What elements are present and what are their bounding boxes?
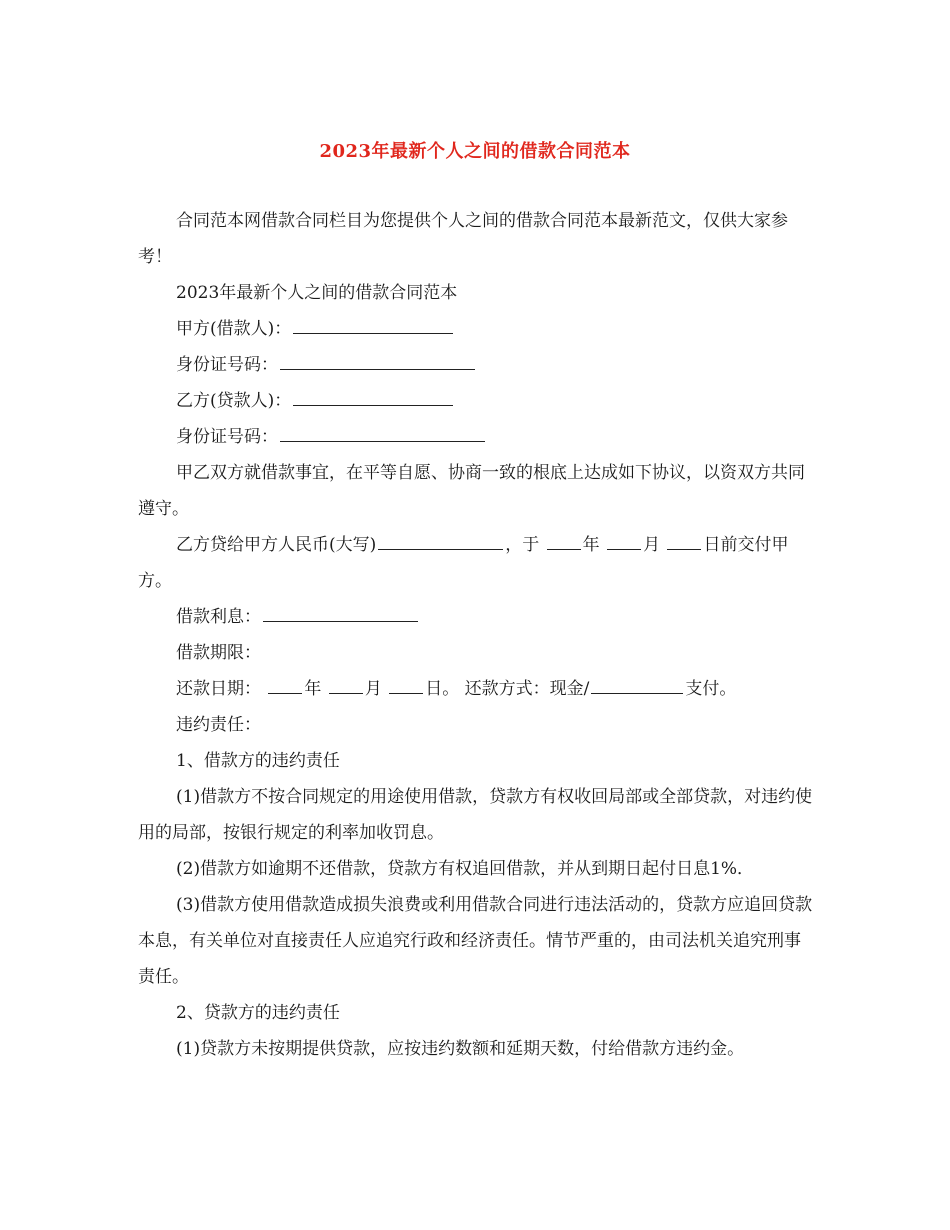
repay-method-blank [591,671,683,694]
document-body [138,203,814,1067]
repay-label: 还款日期： [176,679,261,699]
party-a-id-line [138,347,814,383]
loan-day-blank [667,527,701,550]
party-a-id-label: 身份证号码： [176,355,278,375]
loan-month-blank [607,527,641,550]
loan-month-label: 月 [643,535,661,555]
party-b-id-label: 身份证号码： [176,427,278,447]
party-b-blank [293,383,453,406]
party-b-line [138,383,814,419]
loan-year-blank [547,527,581,550]
loan-text-1: 乙方贷给甲方人民币(大写) [176,535,377,555]
repay-day-label: 日。 [425,679,460,699]
interest-blank [263,599,418,622]
repay-year-blank [268,671,302,694]
interest-label: 借款利息： [176,607,261,627]
repay-month-blank [329,671,363,694]
document-title: 2023年最新个人之间的借款合同范本 [319,141,631,162]
repay-line [138,671,814,707]
term-line: 借款期限： [176,643,261,663]
repay-year-label: 年 [304,679,322,699]
clause-1-1: (1)借款方不按合同规定的用途使用借款，贷款方有权收回局部或全部贷款，对违约使用的局部，按银行规定的利率加收罚息。 [138,787,813,843]
clause-2-1: (1)贷款方未按期提供贷款，应按违约数额和延期天数，付给借款方违约金。 [176,1039,745,1059]
party-a-line [138,311,814,347]
loan-year-label: 年 [582,535,600,555]
loan-text-2: ，于 [505,535,540,555]
loan-amount-blank [378,527,503,550]
party-a-id-blank [280,347,475,370]
party-a-label: 甲方(借款人)： [176,319,292,339]
repay-day-blank [389,671,423,694]
clause-1-3: (3)借款方使用借款造成损失浪费或利用借款合同进行违法活动的，贷款方应追回贷款本息，有关单位对直接责任人应追究行政和经济责任。情节严重的，由司法机关追究刑事责任。 [138,895,813,987]
intro-paragraph: 合同范本网借款合同栏目为您提供个人之间的借款合同范本最新范文，仅供大家参考！ [138,211,788,267]
loan-text-3: 日前交付甲方。 [138,535,789,591]
repay-pay-label: 支付。 [685,679,737,699]
party-b-id-line [138,419,814,455]
party-b-id-blank [280,419,485,442]
section-2-heading: 2、贷款方的违约责任 [176,1003,340,1023]
agreement-paragraph: 甲乙双方就借款事宜，在平等自愿、协商一致的根底上达成如下协议，以资双方共同遵守。 [138,463,805,519]
party-b-label: 乙方(贷款人)： [176,391,292,411]
subtitle-line: 2023年最新个人之间的借款合同范本 [176,283,458,303]
party-a-blank [293,311,453,334]
section-1-heading: 1、借款方的违约责任 [176,751,340,771]
liability-heading: 违约责任： [176,715,261,735]
interest-line [138,599,814,635]
clause-1-2: (2)借款方如逾期不还借款，贷款方有权追回借款，并从到期日起付日息1%． [176,859,755,879]
repay-month-label: 月 [364,679,382,699]
repay-method-label: 还款方式：现金/ [464,679,590,699]
loan-paragraph [138,527,814,599]
